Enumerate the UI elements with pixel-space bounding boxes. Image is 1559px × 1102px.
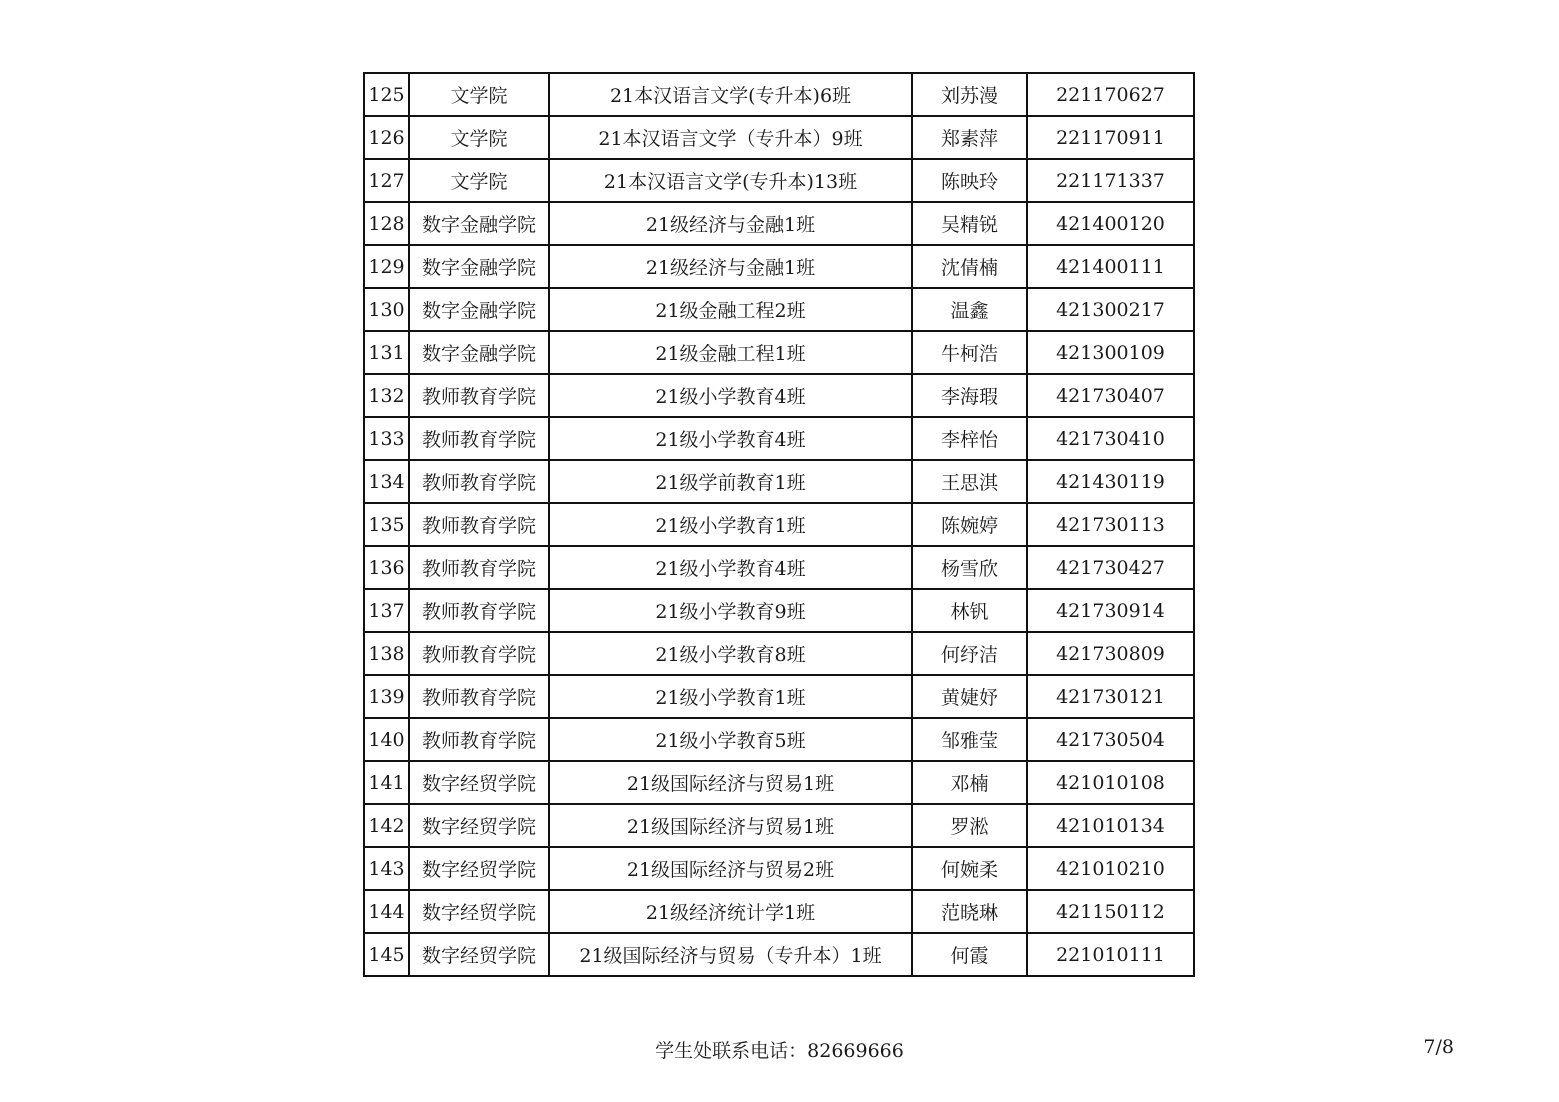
college-cell: 教师教育学院	[409, 417, 549, 460]
student-name-cell: 陈映玲	[912, 159, 1027, 202]
class-cell: 21级小学教育9班	[549, 589, 912, 632]
footer-contact-phone: 学生处联系电话：82669666	[655, 1040, 904, 1062]
table-row	[364, 503, 1194, 546]
class-cell: 21本汉语言文学(专升本)6班	[549, 73, 912, 116]
college-cell: 教师教育学院	[409, 503, 549, 546]
student-name-cell: 何霞	[912, 933, 1027, 976]
student-name-cell: 陈婉婷	[912, 503, 1027, 546]
college-cell: 教师教育学院	[409, 718, 549, 761]
student-id-cell: 221170911	[1027, 116, 1194, 159]
college-cell: 数字金融学院	[409, 245, 549, 288]
student-id-cell: 421400120	[1027, 202, 1194, 245]
table-row	[364, 847, 1194, 890]
row-number: 134	[364, 460, 409, 503]
student-id-cell: 421430119	[1027, 460, 1194, 503]
college-cell: 数字金融学院	[409, 288, 549, 331]
college-cell: 数字金融学院	[409, 202, 549, 245]
row-number: 131	[364, 331, 409, 374]
table-row	[364, 159, 1194, 202]
student-name-cell: 邓楠	[912, 761, 1027, 804]
row-number: 138	[364, 632, 409, 675]
class-cell: 21级国际经济与贸易2班	[549, 847, 912, 890]
table-row	[364, 675, 1194, 718]
college-cell: 数字经贸学院	[409, 761, 549, 804]
row-number: 127	[364, 159, 409, 202]
class-cell: 21级小学教育4班	[549, 374, 912, 417]
student-id-cell: 421730410	[1027, 417, 1194, 460]
college-cell: 文学院	[409, 116, 549, 159]
student-id-cell: 421010134	[1027, 804, 1194, 847]
student-id-cell: 221170627	[1027, 73, 1194, 116]
student-id-cell: 421730121	[1027, 675, 1194, 718]
table-row	[364, 718, 1194, 761]
table-row	[364, 116, 1194, 159]
row-number: 139	[364, 675, 409, 718]
student-name-cell: 李海瑕	[912, 374, 1027, 417]
college-cell: 教师教育学院	[409, 374, 549, 417]
student-name-cell: 刘苏漫	[912, 73, 1027, 116]
college-cell: 数字经贸学院	[409, 847, 549, 890]
row-number: 143	[364, 847, 409, 890]
table-row	[364, 804, 1194, 847]
student-id-cell: 421730504	[1027, 718, 1194, 761]
student-name-cell: 何纾洁	[912, 632, 1027, 675]
table-row	[364, 245, 1194, 288]
table-row	[364, 417, 1194, 460]
class-cell: 21级经济统计学1班	[549, 890, 912, 933]
class-cell: 21级经济与金融1班	[549, 245, 912, 288]
class-cell: 21级学前教育1班	[549, 460, 912, 503]
student-name-cell: 何婉柔	[912, 847, 1027, 890]
college-cell: 数字经贸学院	[409, 804, 549, 847]
table-row	[364, 632, 1194, 675]
college-cell: 教师教育学院	[409, 675, 549, 718]
student-name-cell: 温鑫	[912, 288, 1027, 331]
row-number: 133	[364, 417, 409, 460]
student-roster-table	[363, 72, 1195, 977]
row-number: 144	[364, 890, 409, 933]
student-name-cell: 吴精锐	[912, 202, 1027, 245]
student-id-cell: 421730914	[1027, 589, 1194, 632]
student-name-cell: 王思淇	[912, 460, 1027, 503]
row-number: 136	[364, 546, 409, 589]
student-name-cell: 黄婕妤	[912, 675, 1027, 718]
college-cell: 教师教育学院	[409, 460, 549, 503]
class-cell: 21级国际经济与贸易（专升本）1班	[549, 933, 912, 976]
student-id-cell: 421300217	[1027, 288, 1194, 331]
student-id-cell: 221010111	[1027, 933, 1194, 976]
student-id-cell: 421010108	[1027, 761, 1194, 804]
student-id-cell: 421730427	[1027, 546, 1194, 589]
college-cell: 教师教育学院	[409, 546, 549, 589]
table-row	[364, 890, 1194, 933]
table-row	[364, 73, 1194, 116]
table-row	[364, 546, 1194, 589]
student-id-cell: 421730407	[1027, 374, 1194, 417]
page-number: 7/8	[1423, 1036, 1454, 1058]
student-id-cell: 421150112	[1027, 890, 1194, 933]
student-name-cell: 杨雪欣	[912, 546, 1027, 589]
class-cell: 21级小学教育5班	[549, 718, 912, 761]
table-row	[364, 331, 1194, 374]
table-row	[364, 761, 1194, 804]
row-number: 128	[364, 202, 409, 245]
class-cell: 21级小学教育4班	[549, 546, 912, 589]
college-cell: 数字金融学院	[409, 331, 549, 374]
roster-body	[364, 73, 1194, 976]
class-cell: 21级小学教育1班	[549, 503, 912, 546]
student-name-cell: 李梓怡	[912, 417, 1027, 460]
student-id-cell: 421300109	[1027, 331, 1194, 374]
class-cell: 21级经济与金融1班	[549, 202, 912, 245]
table-row	[364, 374, 1194, 417]
student-id-cell: 221171337	[1027, 159, 1194, 202]
student-id-cell: 421730809	[1027, 632, 1194, 675]
student-id-cell: 421010210	[1027, 847, 1194, 890]
class-cell: 21级金融工程2班	[549, 288, 912, 331]
row-number: 126	[364, 116, 409, 159]
college-cell: 数字经贸学院	[409, 890, 549, 933]
college-cell: 数字经贸学院	[409, 933, 549, 976]
student-name-cell: 罗淞	[912, 804, 1027, 847]
class-cell: 21级国际经济与贸易1班	[549, 761, 912, 804]
class-cell: 21级小学教育4班	[549, 417, 912, 460]
college-cell: 教师教育学院	[409, 632, 549, 675]
table-row	[364, 933, 1194, 976]
student-name-cell: 牛柯浩	[912, 331, 1027, 374]
row-number: 129	[364, 245, 409, 288]
class-cell: 21级小学教育1班	[549, 675, 912, 718]
row-number: 145	[364, 933, 409, 976]
row-number: 130	[364, 288, 409, 331]
class-cell: 21级金融工程1班	[549, 331, 912, 374]
row-number: 140	[364, 718, 409, 761]
student-id-cell: 421730113	[1027, 503, 1194, 546]
table-row	[364, 460, 1194, 503]
college-cell: 文学院	[409, 159, 549, 202]
college-cell: 教师教育学院	[409, 589, 549, 632]
row-number: 125	[364, 73, 409, 116]
student-id-cell: 421400111	[1027, 245, 1194, 288]
row-number: 141	[364, 761, 409, 804]
row-number: 132	[364, 374, 409, 417]
table-row	[364, 202, 1194, 245]
table-row	[364, 589, 1194, 632]
student-name-cell: 沈倩楠	[912, 245, 1027, 288]
class-cell: 21级小学教育8班	[549, 632, 912, 675]
class-cell: 21级国际经济与贸易1班	[549, 804, 912, 847]
row-number: 135	[364, 503, 409, 546]
row-number: 137	[364, 589, 409, 632]
row-number: 142	[364, 804, 409, 847]
class-cell: 21本汉语言文学(专升本)13班	[549, 159, 912, 202]
college-cell: 文学院	[409, 73, 549, 116]
student-name-cell: 林钒	[912, 589, 1027, 632]
student-name-cell: 郑素萍	[912, 116, 1027, 159]
table-row	[364, 288, 1194, 331]
student-name-cell: 范晓琳	[912, 890, 1027, 933]
student-name-cell: 邹雅莹	[912, 718, 1027, 761]
class-cell: 21本汉语言文学（专升本）9班	[549, 116, 912, 159]
